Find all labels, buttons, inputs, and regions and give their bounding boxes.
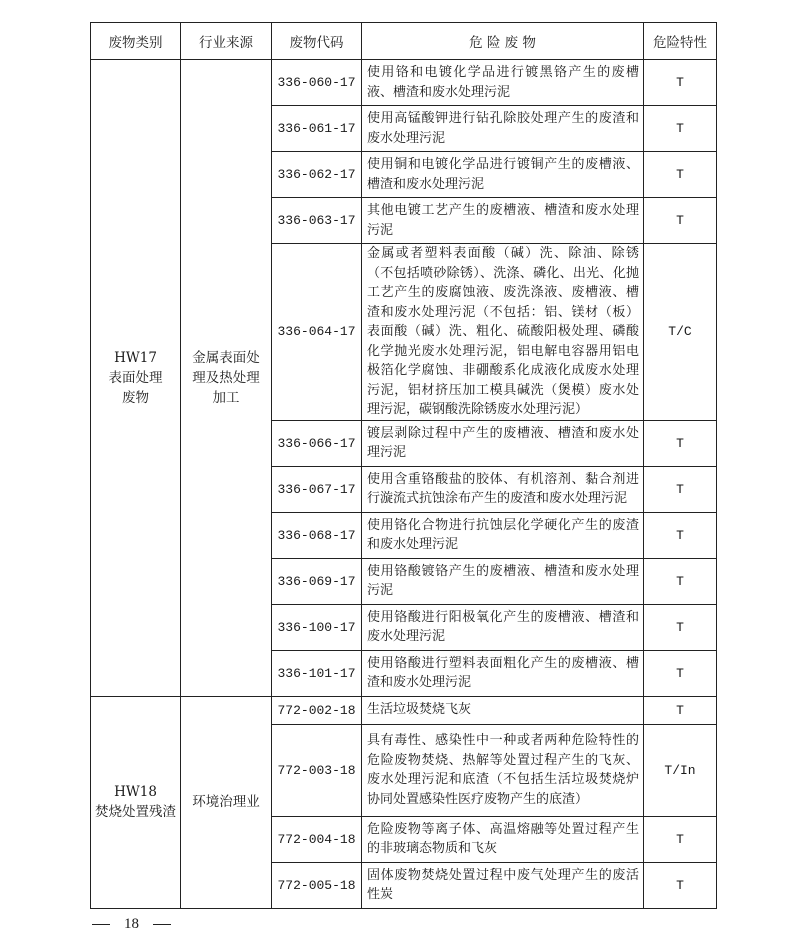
hazard-property-cell: T — [644, 650, 717, 696]
table-row — [91, 696, 717, 724]
waste-code-cell: 772-004-18 — [272, 816, 362, 862]
waste-description-cell: 使用含重铬酸盐的胶体、有机溶剂、黏合剂进行漩流式抗蚀涂布产生的废渣和废水处理污泥 — [362, 466, 644, 512]
industry-source-line: 加工 — [212, 389, 240, 406]
waste-code-cell: 336-064-17 — [272, 244, 362, 421]
waste-description-cell: 危险废物等离子体、高温熔融等处置过程产生的非玻璃态物质和飞灰 — [362, 816, 644, 862]
waste-code-cell: 336-062-17 — [272, 152, 362, 198]
waste-description-cell: 使用铬酸镀铬产生的废槽液、槽渣和废水处理污泥 — [362, 558, 644, 604]
hazard-property-cell: T — [644, 152, 717, 198]
header-industry-source: 行业来源 — [181, 23, 272, 60]
hazard-property-cell: T — [644, 512, 717, 558]
waste-description-cell: 生活垃圾焚烧飞灰 — [362, 696, 644, 724]
hazard-property-cell: T — [644, 60, 717, 106]
hazard-property-cell: T — [644, 106, 717, 152]
waste-description-cell: 其他电镀工艺产生的废槽液、槽渣和废水处理污泥 — [362, 198, 644, 244]
waste-description-cell: 镀层剥除过程中产生的废槽液、槽渣和废水处理污泥 — [362, 420, 644, 466]
waste-category-line: 焚烧处置残渣 — [95, 804, 176, 820]
table-header-row — [91, 23, 717, 60]
industry-source-line: 金属表面处 — [192, 349, 260, 366]
page-footer — [92, 916, 171, 933]
industry-source-line: 理及热处理 — [192, 369, 260, 386]
header-waste-category: 废物类别 — [91, 23, 181, 60]
waste-code-cell: 336-060-17 — [272, 60, 362, 106]
waste-code-cell: 336-100-17 — [272, 604, 362, 650]
hazard-property-cell: T — [644, 558, 717, 604]
hazard-property-cell: T — [644, 816, 717, 862]
waste-code-cell: 336-069-17 — [272, 558, 362, 604]
waste-description-cell: 使用铬酸进行阳极氧化产生的废槽液、槽渣和废水处理污泥 — [362, 604, 644, 650]
footer-dash-right — [153, 924, 171, 925]
hazard-property-cell: T — [644, 198, 717, 244]
waste-category-line: HW17 — [114, 349, 157, 366]
hazard-property-cell: T/In — [644, 724, 717, 816]
waste-code-cell: 336-068-17 — [272, 512, 362, 558]
waste-category-line: 表面处理 — [108, 369, 163, 386]
waste-description-cell: 固体废物焚烧处置过程中废气处理产生的废活性炭 — [362, 862, 644, 908]
waste-description-cell: 使用铬和电镀化学品进行镀黑铬产生的废槽液、槽渣和废水处理污泥 — [362, 60, 644, 106]
waste-code-cell: 336-063-17 — [272, 198, 362, 244]
waste-description-cell: 使用铬酸进行塑料表面粗化产生的废槽液、槽渣和废水处理污泥 — [362, 650, 644, 696]
hazard-property-cell: T — [644, 604, 717, 650]
hazardous-waste-table — [90, 22, 717, 909]
waste-category-cell — [91, 696, 181, 908]
waste-code-cell: 772-005-18 — [272, 862, 362, 908]
hazard-property-cell: T — [644, 420, 717, 466]
waste-category-line: 废物 — [122, 389, 149, 406]
waste-category-cell — [91, 60, 181, 697]
table-row — [91, 60, 717, 106]
hazard-property-cell: T — [644, 862, 717, 908]
waste-category-line: HW18 — [114, 784, 157, 800]
waste-code-cell: 336-101-17 — [272, 650, 362, 696]
industry-source-line: 环境治理业 — [192, 794, 260, 810]
header-hazard-property: 危险特性 — [644, 23, 717, 60]
waste-code-cell: 772-002-18 — [272, 696, 362, 724]
waste-code-cell: 336-066-17 — [272, 420, 362, 466]
waste-code-cell: 336-061-17 — [272, 106, 362, 152]
waste-code-cell: 336-067-17 — [272, 466, 362, 512]
waste-description-cell: 具有毒性、感染性中一种或者两种危险特性的危险废物焚烧、热解等处置过程产生的飞灰、废水处理污泥和底渣（不包括生活垃圾焚烧炉协同处置感染性医疗废物产生的底渣） — [362, 724, 644, 816]
table-body — [91, 60, 717, 909]
hazard-property-cell: T — [644, 466, 717, 512]
page-number: 18 — [124, 916, 139, 932]
waste-description-cell: 使用铬化合物进行抗蚀层化学硬化产生的废渣和废水处理污泥 — [362, 512, 644, 558]
hazard-property-cell: T — [644, 696, 717, 724]
waste-code-cell: 772-003-18 — [272, 724, 362, 816]
industry-source-cell — [181, 60, 272, 697]
waste-description-cell: 使用高锰酸钾进行钻孔除胶处理产生的废渣和废水处理污泥 — [362, 106, 644, 152]
header-waste-code: 废物代码 — [272, 23, 362, 60]
waste-description-cell: 金属或者塑料表面酸（碱）洗、除油、除锈（不包括喷砂除锈）、洗涤、磷化、出光、化抛工艺产生的废腐蚀液、废洗涤液、废槽液、槽渣和废水处理污泥（不包括：铝、镁材（板）表面酸（碱）洗、粗化、硫酸阳极处理、磷酸化学抛光废水处理污泥，铝电解电容器用铝电极箔化学腐蚀、非硼酸系化成液化成废水处理污泥，铝材挤压加工模具碱洗（煲模）废水处理污泥，碳钢酸洗除锈废水处理污泥） — [362, 244, 644, 421]
waste-description-cell: 使用铜和电镀化学品进行镀铜产生的废槽液、槽渣和废水处理污泥 — [362, 152, 644, 198]
industry-source-cell — [181, 696, 272, 908]
hazard-property-cell: T/C — [644, 244, 717, 421]
header-hazardous-waste: 危 险 废 物 — [362, 23, 644, 60]
footer-dash-left — [92, 924, 110, 925]
